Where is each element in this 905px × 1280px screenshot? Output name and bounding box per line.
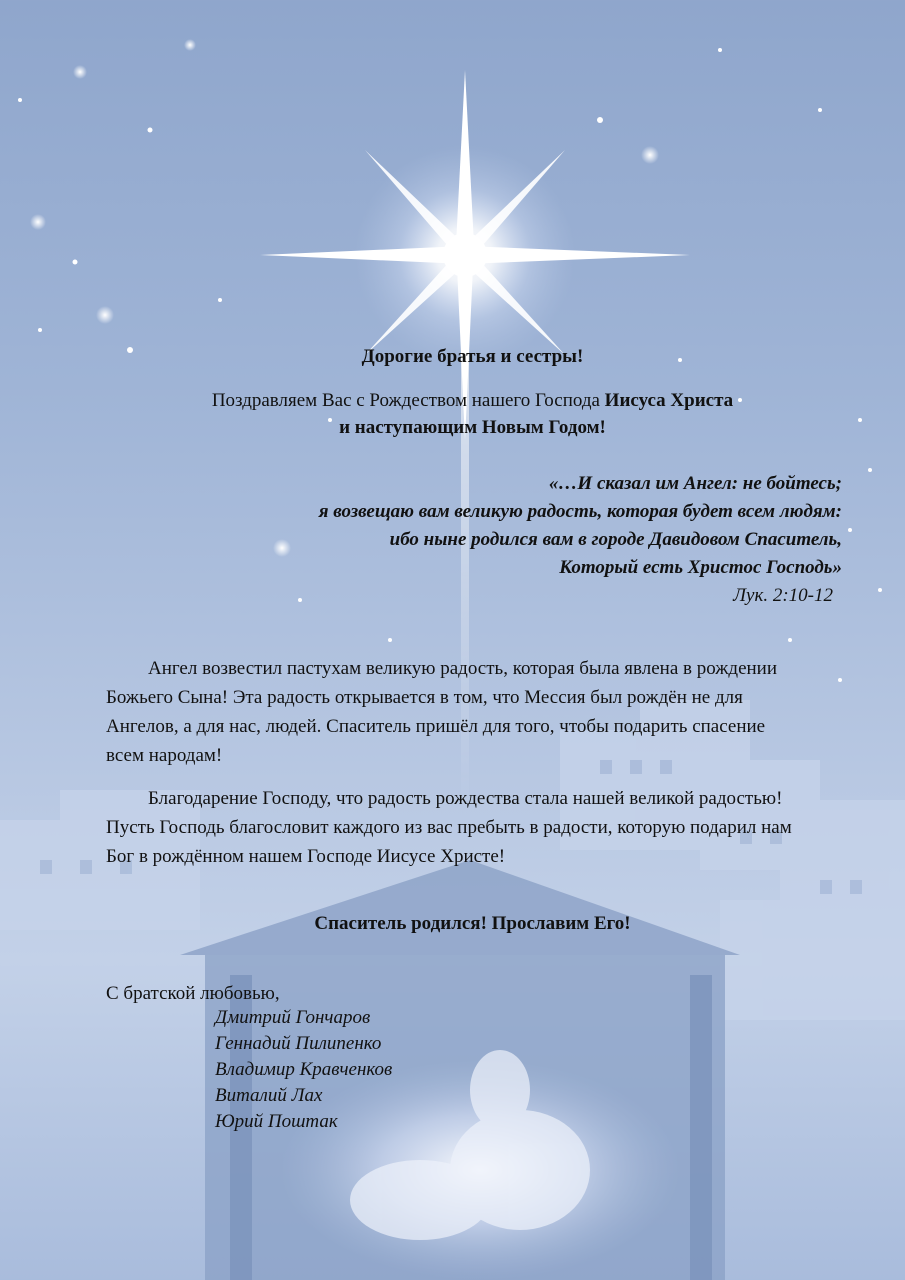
quote-line: я возвещаю вам великую радость, которая будет всем людям:	[318, 501, 842, 522]
congratulation-line-1	[0, 387, 905, 414]
paragraph-text: Благодарение Господу, что радость рождества стала нашей великой радостью! Пусть Господь благословит каждого из вас пребыть в радости, которую подарил нам Бог в рождённом нашем Господе Иисусе Христе!	[106, 788, 792, 867]
signature-name: Геннадий Пилипенко	[215, 1033, 382, 1054]
closing-text: С братской любовью,	[106, 983, 280, 1004]
scripture-reference	[100, 582, 833, 609]
jesus-christ-name: Иисуса Христа	[604, 390, 734, 411]
signature-name: Дмитрий Гончаров	[215, 1007, 371, 1028]
quote-line: ибо ныне родился вам в городе Давидовом Спаситель,	[389, 529, 842, 550]
reference-text: Лук. 2:10-12	[733, 585, 833, 606]
new-year-text: и наступающим Новым Годом!	[339, 417, 606, 438]
signature-name: Юрий Поштак	[215, 1111, 338, 1132]
congratulation-line-2	[0, 414, 905, 441]
quote-line: «…И сказал им Ангел: не бойтесь;	[548, 473, 842, 494]
greeting-text: Дорогие братья и сестры!	[361, 346, 584, 367]
body-paragraph-1	[106, 654, 796, 770]
slogan-text: Спаситель родился! Прославим Его!	[314, 913, 631, 934]
slogan	[0, 910, 905, 937]
signature-name: Виталий Лах	[215, 1085, 323, 1106]
signature-name: Владимир Кравченков	[215, 1059, 393, 1080]
closing-salutation	[106, 980, 506, 1007]
signatures-list	[215, 1005, 615, 1135]
congratulation-text: Поздравляем Вас с Рождеством нашего Господа	[211, 390, 605, 411]
paragraph-text: Ангел возвестил пастухам великую радость, которая была явлена в рождении Божьего Сына! Эта радость открывается в том, что Мессия был рождён не для Ангелов, а для нас, людей. Спаситель пришёл для того, чтобы подарить спасение всем народам!	[106, 658, 778, 766]
body-paragraph-2	[106, 784, 796, 871]
quote-line: Который есть Христос Господь»	[559, 557, 842, 578]
greeting-heading	[0, 343, 905, 370]
scripture-quote	[100, 470, 842, 582]
